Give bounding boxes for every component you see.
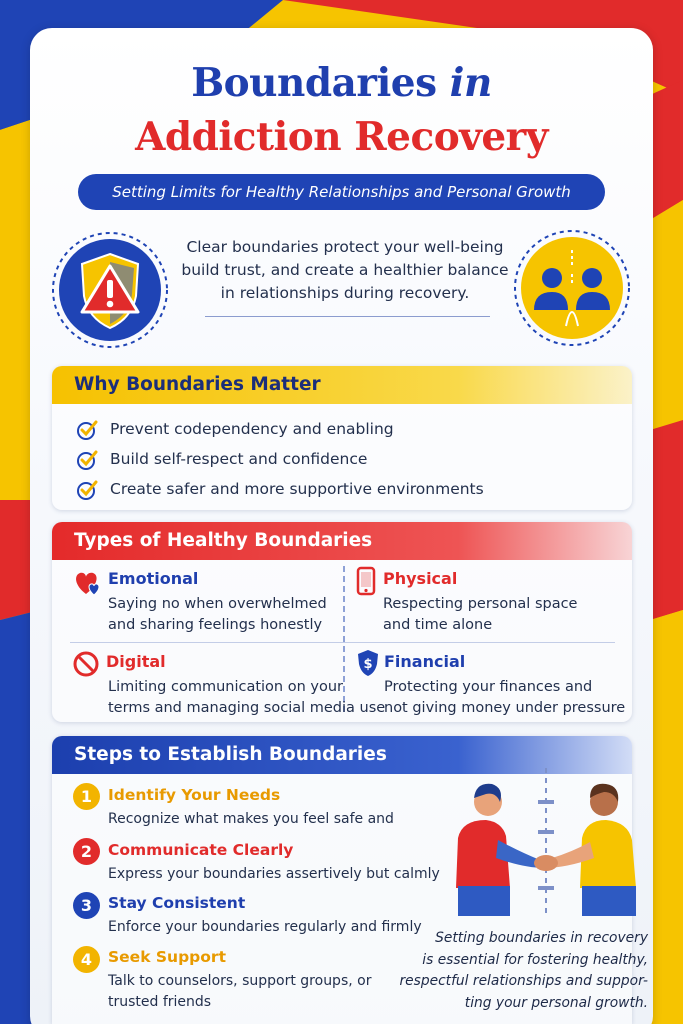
two-people-path-icon: [512, 228, 632, 348]
quote-line: ting your personal growth.: [464, 994, 648, 1011]
step-number-2: 2: [73, 838, 100, 865]
phone-icon: [356, 566, 376, 596]
quote-line: is essential for fostering healthy,: [422, 951, 648, 968]
title-line-2: Addiction Recovery: [135, 114, 548, 160]
type-desc-line: Limiting communication on your: [108, 679, 343, 695]
type-desc-line: not giving money under pressure: [384, 700, 626, 716]
why-item-1: [76, 418, 576, 440]
why-item-text: Create safer and more supportive environments: [110, 480, 484, 498]
intro-text: [180, 236, 510, 305]
svg-text:$: $: [363, 657, 373, 672]
type-title-emotional: Emotional: [108, 569, 199, 588]
quote-line: respectful relationships and suppor-: [399, 973, 648, 989]
steps-heading: Steps to Establish Boundaries: [52, 736, 632, 774]
type-desc-digital: [108, 677, 385, 719]
step-desc-2: Express your boundaries assertively but calmly: [108, 866, 440, 882]
step-title-1: Identify Your Needs: [108, 786, 281, 804]
step-title-3: Stay Consistent: [108, 894, 246, 912]
why-item-2: [76, 448, 576, 470]
title-line-1: [0, 60, 683, 106]
type-desc-line: terms and managing social media use: [108, 700, 386, 716]
type-desc-line: Saying no when overwhelmed: [108, 596, 327, 612]
step-desc-3: Enforce your boundaries regularly and firmly: [108, 919, 422, 935]
heart-icon: [72, 569, 104, 597]
type-desc-line: and time alone: [383, 617, 493, 633]
handshake-illustration: [440, 768, 650, 918]
why-item-text: Prevent codependency and enabling: [110, 420, 394, 438]
type-title-digital: Digital: [106, 652, 166, 671]
intro-line-1: Clear boundaries protect your well-being: [186, 238, 504, 256]
type-desc-physical: [383, 594, 577, 636]
type-desc-emotional: [108, 594, 327, 636]
dollar-shield-icon: [356, 648, 380, 678]
title-main-word: Boundaries: [191, 60, 437, 106]
intro-line-2: build trust, and create a healthier balance: [181, 261, 509, 279]
step-desc-1: Recognize what makes you feel safe and: [108, 811, 394, 827]
why-heading: Why Boundaries Matter: [52, 366, 632, 404]
closing-quote: [398, 928, 648, 1014]
warning-shield-icon: [50, 230, 170, 350]
check-icon: [76, 449, 98, 471]
type-desc-line: and sharing feelings honestly: [108, 617, 323, 633]
why-item-text: Build self-respect and confidence: [110, 450, 368, 468]
type-desc-line: Protecting your finances and: [384, 679, 593, 695]
type-title-financial: Financial: [384, 652, 466, 671]
type-title-physical: Physical: [383, 569, 458, 588]
step-number-1: 1: [73, 783, 100, 810]
check-icon: [76, 419, 98, 441]
step-number-4: 4: [73, 946, 100, 973]
step-desc-4: [108, 971, 371, 1013]
subtitle-banner: Setting Limits for Healthy Relationships and Personal Growth: [78, 174, 605, 210]
type-desc-financial: [384, 677, 625, 719]
step-desc-line: trusted friends: [108, 994, 212, 1010]
step-number-3: 3: [73, 892, 100, 919]
title-italic-word: in: [449, 60, 492, 106]
step-title-2: Communicate Clearly: [108, 841, 294, 859]
types-heading: Types of Healthy Boundaries: [52, 522, 632, 560]
step-title-4: Seek Support: [108, 948, 226, 966]
intro-divider: [205, 316, 490, 317]
quote-line: Setting boundaries in recovery: [435, 930, 648, 946]
step-desc-line: Talk to counselors, support groups, or: [108, 973, 372, 989]
prohibited-icon: [72, 650, 100, 678]
check-icon: [76, 479, 98, 501]
types-horizontal-divider: [70, 642, 615, 643]
why-item-3: [76, 478, 596, 500]
type-desc-line: Respecting personal space: [383, 596, 578, 612]
intro-line-3: in relationships during recovery.: [220, 284, 470, 302]
